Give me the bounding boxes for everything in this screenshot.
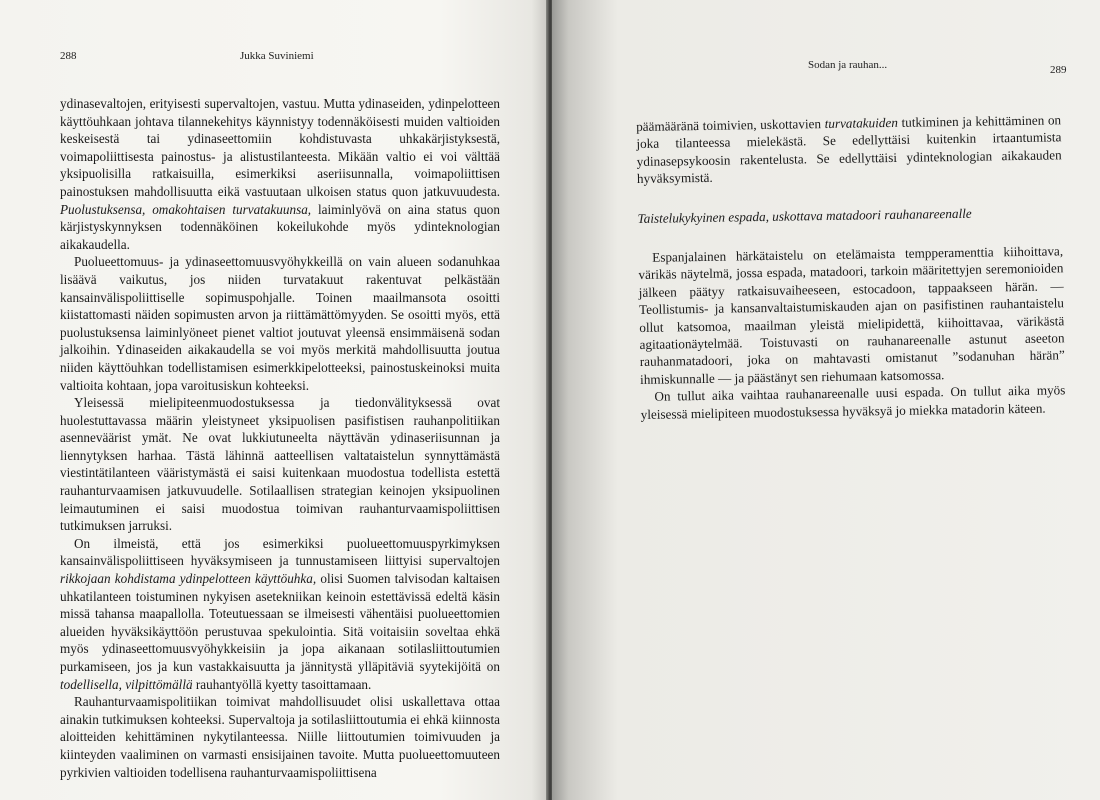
left-page (0, 0, 548, 800)
page-number-right: 289 (1050, 64, 1067, 76)
emphasis-text: turvatakuiden (824, 114, 898, 132)
emphasis-text: Puolustuksensa, omakohtaisen turvatakuunsa, (60, 201, 312, 217)
emphasis-text: todellisella, vilpittömällä (60, 676, 193, 692)
left-text-column (60, 95, 500, 781)
page-number-left: 288 (60, 50, 77, 62)
paragraph: Yleisessä mielipiteenmuodostuksessa ja tiedonvälityksessä ovat huolestuttavassa määrin yleistyneet yksipuolisen pasifistisen rauhanpolitiikan asenneväärist ymät. Ne ovat lukkiutuneelta näyttävän ydinaseriisunnan ja liennytyksen harhaa. Tästä lähinnä aatteellisen valtataistelun synnyttämästä viestintätilanteen vääristymästä ei saisi kuitenkaan muodostua todellista estettä rauhanturvaamisen jatkuvuudelle. Sotilaallisen strategian keinojen yksipuolinen leimautuminen ei saisi muodostua toimivan rauhanturvaamispoliittisen tutkimuksen jarruksi. (60, 395, 500, 534)
paragraph-text: tutkiminen ja kehittäminen on joka tilanteessa mielekästä. Se edellyttäisi kuitenkin irtaantumista ydinasepsykoosin rakentelusta. Se edellyttäisi ydinteknologian aikakauden hyväksymistä. (636, 112, 1062, 187)
paragraph-text: On ilmeistä, että jos esimerkiksi puolueettomuuspyrkimyksen kansainvälispoliittiseen hyväksymiseen ja tunnustamiseen liittyisi supervaltojen (60, 535, 500, 569)
paragraph-text: laiminlyövä on aina status quon kärjistyskynnyksen todennäköinen kokeilukohde myös ydinteknologian aikakaudella. (60, 201, 500, 252)
paragraph-text: päämääränä toimivien, uskottavien (636, 116, 825, 134)
running-head-title: Sodan ja rauhan... (808, 59, 888, 71)
emphasis-text: rikkojaan kohdistama ydinpelotteen käyttöuhka, (60, 571, 317, 587)
paragraph: Rauhanturvaamispolitiikan toimivat mahdollisuudet olisi uskallettava ottaa ainakin tutkimuksen kohteeksi. Supervaltoja ja sotilasliittoutumia ei ehkä kiinnosta aloitteiden kehittäminen nykytilanteessa. Niille liittoutumien toimivuuden ja kiinteyden vaaliminen on varmasti ensisijainen tavoite. Mutta puolueettomuuteen pyrkivien valtioiden todellisena rauhanturvaamispoliittisena (60, 694, 500, 780)
paragraph (60, 535, 500, 693)
section-heading: Taistelukykyinen espada, uskottava matadoori rauhanareenalle (637, 205, 972, 226)
paragraph-text: ydinasevaltojen, erityisesti supervaltojen, vastuu. Mutta ydinaseiden, ydinpelotteen käyttöuhkaan johtava tilannekehitys käynnistyy todennäköisesti muiden valtioiden keskeisestä tai ydinaseettomiin kohdistuvasta uhkakärjistyksestä, voimapoliittisesta painostus- ja alistustilanteesta. Mikään valtio ei voi välttää yksipuolisilla ratkaisuilla, esimerkiksi aseriisunnalla, voimapoliittisen painostuksen mahdollisuutta eikä vastuutaan ulkoisen status quon jatkuvuudesta. (60, 96, 500, 199)
paragraph: Espanjalainen härkätaistelu on etelämaista tempperamenttia kiihoittava, värikäs näytelmä, jossa espada, matadoori, tarkoin määritettyjen seremonioiden jälkeen päätyy ratkaisuvaiheeseen, estocadoon, tappaakseen härän. — Teollistumis- ja kansanvaltaistumiskauden ajan on pasifistinen rauhantaistelu ollut katsomoa, maailman yleistä mielipidettä, kiihoittavaa, värikästä agitaationäytelmää. Toistuvasti on rauhanareenalle astunut aseeton rauhanmatadoori, joka on mahtavasti omistanut ”sodanuhan härän” ihmiskunnalle — ja päästänyt sen riehumaan katsomossa. (638, 243, 1065, 387)
right-text-column (636, 111, 1066, 423)
paragraph: Puolueettomuus- ja ydinaseettomuusvyöhykkeillä on vain alueen sodanuhkaa lisäävä vaikutus, jos niiden turvatakuut rakentuvat pelkästään kansainvälispoliittiselle sopimuspohjalle. Toinen maailmansota osoitti kiistattomasti näiden sopimusten arvon ja riittämättömyyden. Se osoitti myös, että puolustuksensa laiminlyöneet pienet valtiot joutuvat yleensä ensimmäisenä sodan jalkoihin. Ydinaseiden aikakaudella se voi myös merkitä mahdollisuutta joutua niiden käyttöuhkan todellistamisen esimerkkipelotteeksi, painostuskeinoksi muita valtioita kohtaan, jopa varoitusiskun kohteeksi. (60, 254, 500, 393)
paragraph (60, 95, 500, 253)
paragraph-text: olisi Suomen talvisodan kaltaisen uhkatilanteen toistuminen nykyisen asetekniikan keinoin estettävissä edeltä käsin missä tahansa maapallolla. Toteutuessaan se ilmeisesti vähentäisi puolueettomien alueiden hyväksikäyttöön perustuvaa spekulointia. Sitä voitaisiin soveltaa ehkä myös ydinaseettomuusvyöhykkeisiin ja jopa aikanaan sotilasliittoutumien purkamiseen, jos ja kun vastakkaisuutta ja jännitystä ylläpitäviä syytekijöitä on (60, 571, 500, 674)
paragraph (636, 111, 1062, 187)
running-head-author: Jukka Suviniemi (240, 50, 314, 62)
paragraph-text: rauhantyöllä kyetty tasoittamaan. (192, 676, 372, 692)
paragraph: On tullut aika vaihtaa rauhanareenalle uusi espada. On tullut aika myös yleisessä mielipiteen muodostuksessa hyväksyä jo miekka matadorin käteen. (640, 382, 1066, 422)
